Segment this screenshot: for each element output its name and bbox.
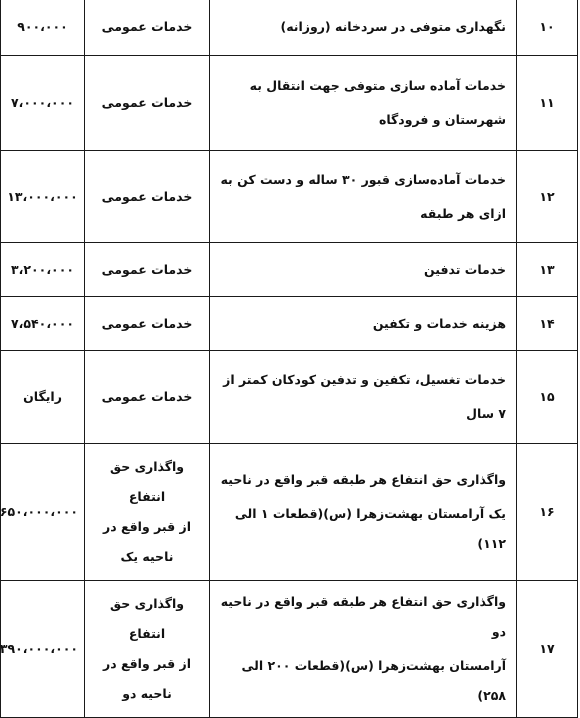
description-line: شهرستان و فرودگاه (378, 112, 506, 127)
row-number: ۱۳ (517, 243, 578, 297)
row-number: ۱۴ (517, 297, 578, 351)
service-description (210, 0, 517, 56)
service-description (210, 151, 517, 243)
description-line: خدمات آماده‌سازی قبور ۳۰ ساله و دست کن به (220, 171, 506, 187)
category-line: خدمات عمومی (101, 261, 193, 277)
fee-amount: ۱۳،۰۰۰،۰۰۰ (1, 151, 85, 243)
description-line: واگذاری حق انتفاع هر طبقه قبر واقع در ناحیه دو (220, 594, 506, 639)
service-category (85, 351, 210, 444)
service-description (210, 444, 517, 581)
fee-amount: رایگان (1, 351, 85, 444)
row-number: ۱۶ (517, 444, 578, 581)
table-row (1, 56, 578, 151)
category-line: خدمات عمومی (101, 95, 193, 110)
description-line: هزینه خدمات و تکفین (372, 315, 506, 331)
description-line: ۷ سال (466, 406, 506, 421)
description-line: خدمات تغسیل، تکفین و تدفین کودکان کمتر از (223, 372, 506, 387)
service-category (85, 151, 210, 243)
row-number: ۱۲ (517, 151, 578, 243)
description-line: خدمات تدفین (423, 261, 506, 277)
service-category (85, 444, 210, 581)
description-line: آرامستان بهشت‌زهرا (س)(قطعات ۲۰۰ الی ۲۵۸) (241, 658, 506, 703)
description-line: واگذاری حق انتفاع هر طبقه قبر واقع در ناحیه (220, 472, 506, 487)
row-number: ۱۵ (517, 351, 578, 444)
description-line: نگهداری متوفی در سردخانه (روزانه) (280, 19, 506, 34)
description-line: خدمات آماده سازی متوفی جهت انتقال به (249, 78, 506, 93)
table-row (1, 581, 578, 718)
row-number: ۱۰ (517, 0, 578, 56)
table-row (1, 351, 578, 444)
table-row (1, 0, 578, 56)
category-line: خدمات عمومی (101, 188, 193, 204)
category-line: ناحیه دو (122, 686, 172, 701)
fee-amount: ۷،۰۰۰،۰۰۰ (1, 56, 85, 151)
service-category (85, 56, 210, 151)
table-row (1, 444, 578, 581)
category-line: ناحیه یک (120, 549, 174, 564)
fee-amount: ۹۰۰،۰۰۰ (1, 0, 85, 56)
service-description (210, 581, 517, 718)
fee-amount: ۶۵۰،۰۰۰،۰۰۰ (1, 444, 85, 581)
description-line: ازای هر طبقه (420, 205, 506, 221)
service-description (210, 243, 517, 297)
category-line: واگذاری حق انتفاع (109, 459, 185, 504)
table-row (1, 151, 578, 243)
category-line: خدمات عمومی (101, 19, 193, 34)
table-row (1, 243, 578, 297)
fee-amount: ۳۹۰،۰۰۰،۰۰۰ (1, 581, 85, 718)
service-category (85, 0, 210, 56)
service-description (210, 351, 517, 444)
service-description (210, 297, 517, 351)
service-category (85, 243, 210, 297)
service-description (210, 56, 517, 151)
fee-amount: ۳،۲۰۰،۰۰۰ (1, 243, 85, 297)
row-number: ۱۱ (517, 56, 578, 151)
category-line: خدمات عمومی (101, 389, 193, 404)
category-line: خدمات عمومی (101, 315, 193, 331)
description-line: یک آرامستان بهشت‌زهرا (س)(قطعات ۱ الی ۱۱۲) (234, 506, 506, 551)
category-line: از قبر واقع در (103, 519, 191, 534)
category-line: واگذاری حق انتفاع (109, 596, 185, 641)
service-category (85, 297, 210, 351)
table-row (1, 297, 578, 351)
fee-amount: ۷،۵۴۰،۰۰۰ (1, 297, 85, 351)
category-line: از قبر واقع در (103, 656, 191, 671)
service-category (85, 581, 210, 718)
row-number: ۱۷ (517, 581, 578, 718)
